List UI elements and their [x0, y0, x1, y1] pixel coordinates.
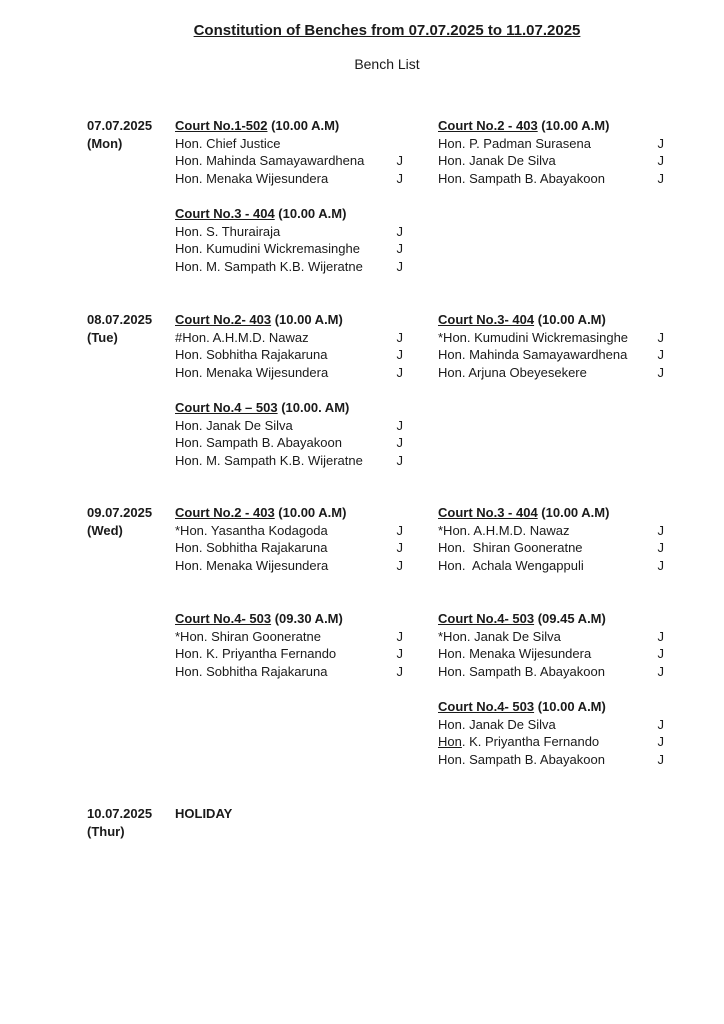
court-heading [438, 118, 664, 136]
judge-line [175, 153, 403, 171]
court-number: Court No.2 - 403 [175, 505, 275, 520]
court-number: Court No.2 - 403 [438, 118, 538, 133]
court-number: Court No.2- 403 [175, 312, 272, 327]
judge-name: Hon. Chief Justice [175, 135, 281, 151]
judge-name: Hon. M. Sampath K.B. Wijeratne [175, 452, 363, 468]
judge-letter: J [396, 223, 403, 239]
judge-line [438, 171, 664, 189]
judge-line [175, 241, 403, 259]
judge-name: Hon. Janak De Silva [438, 716, 556, 732]
judge-name: Hon. Sampath B. Abayakoon [175, 435, 342, 451]
judge-letter: J [657, 364, 664, 380]
court-time: (09.30 A.M) [271, 611, 343, 626]
court-block [175, 118, 403, 188]
court-heading [175, 118, 403, 136]
judge-letter: J [396, 646, 403, 662]
court-number: Court No.3 - 404 [175, 206, 275, 221]
judge-letter: J [396, 452, 403, 468]
judge-line [175, 646, 403, 664]
judge-letter: J [657, 540, 664, 556]
judge-line [175, 365, 403, 383]
judge-name: Hon. M. Sampath K.B. Wijeratne [175, 258, 363, 274]
judge-line [175, 558, 403, 576]
court-time: (10.00 A.M) [274, 505, 347, 520]
judge-line [438, 330, 664, 348]
judge-letter: J [657, 170, 664, 186]
judge-line [175, 664, 403, 682]
judge-line [175, 347, 403, 365]
judge-name: *Hon. A.H.M.D. Nawaz [438, 522, 570, 538]
court-time: (10.00 A.M) [537, 118, 610, 133]
date-label: 08.07.2025 [87, 312, 153, 327]
court-time: (10.00 A.M) [271, 312, 343, 327]
judge-letter: J [657, 329, 664, 345]
judge-name: Hon. Mahinda Samayawardhena [438, 347, 628, 363]
judge-line [175, 523, 403, 541]
court-time: (10.00 A.M) [274, 206, 347, 221]
court-heading [438, 312, 664, 330]
court-heading [175, 611, 403, 629]
judge-line [438, 646, 664, 664]
judge-name: Hon. Janak De Silva [175, 417, 293, 433]
judge-letter: J [396, 522, 403, 538]
judge-line [438, 664, 664, 682]
court-block [175, 505, 403, 575]
date-column [87, 312, 173, 347]
judge-letter: J [657, 557, 664, 573]
judge-name: #Hon. A.H.M.D. Nawaz [175, 329, 309, 345]
court-heading [438, 611, 664, 629]
judge-line [175, 453, 403, 471]
holiday-label: HOLIDAY [175, 806, 233, 821]
judge-letter: J [657, 716, 664, 732]
judge-line [175, 330, 403, 348]
court-block [438, 505, 664, 575]
court-block [175, 400, 403, 470]
judge-name: Hon. Arjuna Obeyesekere [438, 364, 587, 380]
judge-line [438, 558, 664, 576]
underlined-prefix: Hon [438, 734, 462, 750]
judge-letter: J [657, 135, 664, 151]
judge-line [175, 629, 403, 647]
court-block [438, 611, 664, 681]
court-block [438, 312, 664, 382]
judge-letter: J [396, 170, 403, 186]
judge-letter: J [396, 258, 403, 274]
judge-name: Hon. Menaka Wijesundera [175, 170, 329, 186]
court-heading [438, 699, 664, 717]
judge-line [438, 629, 664, 647]
court-block [175, 312, 403, 382]
judge-letter: J [396, 329, 403, 345]
judge-letter: J [396, 347, 403, 363]
court-block [175, 206, 403, 276]
judge-name: Hon. Sobhitha Rajakaruna [175, 347, 328, 363]
judge-line [438, 523, 664, 541]
date-label: 07.07.2025 [87, 118, 153, 133]
judge-name: Hon. Sampath B. Abayakoon [438, 663, 605, 679]
judge-name: Hon. P. Padman Surasena [438, 135, 591, 151]
judge-letter: J [396, 153, 403, 169]
judge-letter: J [396, 364, 403, 380]
day-label: (Wed) [87, 522, 123, 538]
date-label: 09.07.2025 [87, 505, 153, 520]
court-time: (10.00. AM) [277, 400, 350, 415]
judge-letter: J [396, 435, 403, 451]
judge-name: Hon. Menaka Wijesundera [175, 557, 329, 573]
page-subtitle: Bench List [354, 56, 420, 72]
court-heading [438, 505, 664, 523]
judge-letter: J [396, 417, 403, 433]
judge-line [438, 347, 664, 365]
judge-name: *Hon. Yasantha Kodagoda [175, 522, 328, 538]
day-label: (Thur) [87, 823, 125, 839]
judge-letter: J [657, 663, 664, 679]
judge-line [438, 136, 664, 154]
court-heading [175, 206, 403, 224]
court-number: Court No.4- 503 [175, 611, 272, 626]
judge-line [438, 752, 664, 770]
court-time: (10.00 A.M) [267, 118, 340, 133]
date-column [87, 505, 173, 540]
judge-name: Hon. Kumudini Wickremasinghe [175, 241, 360, 257]
judge-name: Hon. Sampath B. Abayakoon [438, 170, 605, 186]
day-label: (Tue) [87, 329, 118, 345]
judge-name: Hon. Janak De Silva [438, 153, 556, 169]
judge-name: Hon. Menaka Wijesundera [175, 364, 329, 380]
judge-name: Hon. S. Thurairaja [175, 223, 281, 239]
court-block [175, 611, 403, 681]
court-heading [175, 505, 403, 523]
day-label: (Mon) [87, 135, 123, 151]
judge-line [175, 540, 403, 558]
judge-letter: J [396, 628, 403, 644]
judge-name: Hon. Sobhitha Rajakaruna [175, 663, 328, 679]
court-time: (09.45 A.M) [534, 611, 606, 626]
court-number: Court No.3- 404 [438, 312, 535, 327]
court-time: (10.00 A.M) [534, 312, 606, 327]
judge-line [438, 365, 664, 383]
judge-letter: J [657, 347, 664, 363]
court-number: Court No.3 - 404 [438, 505, 538, 520]
judge-name: *Hon. Kumudini Wickremasinghe [438, 329, 629, 345]
court-block [438, 699, 664, 769]
judge-letter: J [396, 557, 403, 573]
judge-line [438, 734, 664, 752]
judge-letter: J [657, 751, 664, 767]
court-time: (10.00 A.M) [534, 699, 606, 714]
judge-line [175, 171, 403, 189]
judge-name: Hon. Mahinda Samayawardhena [175, 153, 365, 169]
court-number: Court No.4 – 503 [175, 400, 278, 415]
judge-line [438, 717, 664, 735]
court-time: (10.00 A.M) [537, 505, 610, 520]
date-label: 10.07.2025 [87, 806, 153, 821]
date-column [87, 806, 173, 841]
court-number: Court No.4- 503 [438, 611, 535, 626]
judge-name: Hon. K. Priyantha Fernando [438, 734, 600, 750]
court-number: Court No.4- 503 [438, 699, 535, 714]
date-column [87, 118, 173, 153]
judge-name: *Hon. Janak De Silva [438, 628, 561, 644]
judge-line [438, 540, 664, 558]
judge-line [175, 136, 403, 154]
judge-letter: J [657, 153, 664, 169]
judge-name: Hon. Achala Wengappuli [438, 557, 584, 573]
judge-letter: J [657, 628, 664, 644]
judge-name: Hon. Sobhitha Rajakaruna [175, 540, 328, 556]
judge-line [175, 224, 403, 242]
judge-line [175, 435, 403, 453]
judge-name: Hon. K. Priyantha Fernando [175, 646, 337, 662]
judge-line [175, 418, 403, 436]
judge-name: Hon. Shiran Gooneratne [438, 540, 583, 556]
court-heading [175, 400, 403, 418]
page-title: Constitution of Benches from 07.07.2025 to 11.07.2025 [193, 22, 581, 39]
judge-letter: J [657, 734, 664, 750]
judge-letter: J [396, 540, 403, 556]
court-block [438, 118, 664, 188]
judge-name: Hon. Menaka Wijesundera [438, 646, 592, 662]
court-heading [175, 312, 403, 330]
judge-letter: J [657, 646, 664, 662]
judge-letter: J [396, 663, 403, 679]
judge-letter: J [396, 241, 403, 257]
judge-line [438, 153, 664, 171]
court-number: Court No.1-502 [175, 118, 268, 133]
judge-line [175, 259, 403, 277]
judge-name: Hon. Sampath B. Abayakoon [438, 751, 605, 767]
judge-name: *Hon. Shiran Gooneratne [175, 628, 321, 644]
judge-letter: J [657, 522, 664, 538]
